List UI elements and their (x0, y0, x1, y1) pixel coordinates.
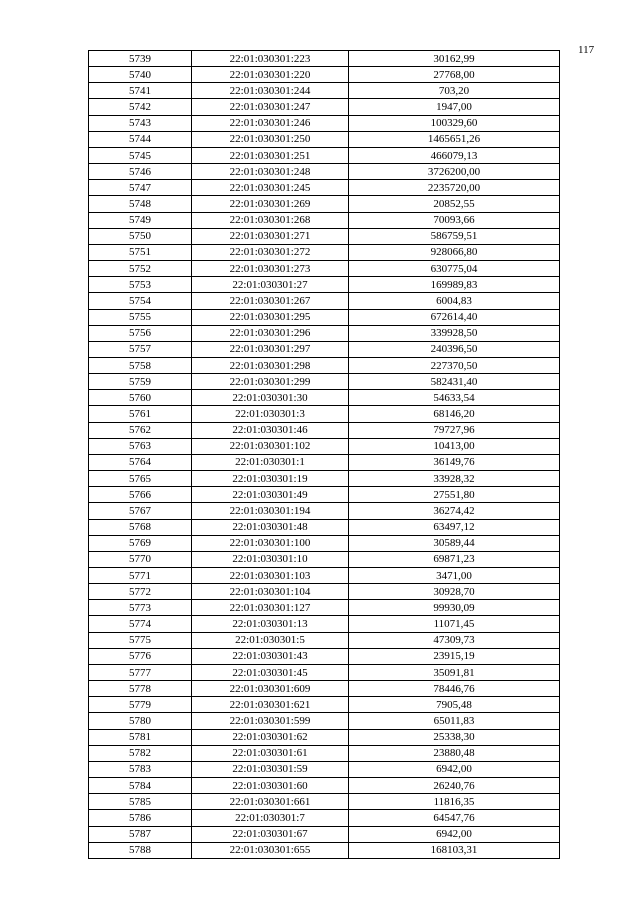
table-row (89, 778, 560, 794)
table-row (89, 51, 560, 67)
cadastral-number-cell: 22:01:030301:61 (192, 745, 349, 761)
cadastral-number-cell: 22:01:030301:271 (192, 228, 349, 244)
cadastral-number-cell: 22:01:030301:30 (192, 390, 349, 406)
row-number-cell: 5756 (89, 325, 192, 341)
row-number-cell: 5769 (89, 535, 192, 551)
table-row (89, 357, 560, 373)
row-number-cell: 5749 (89, 212, 192, 228)
value-cell: 79727,96 (349, 422, 560, 438)
cadastral-number-cell: 22:01:030301:599 (192, 713, 349, 729)
cadastral-number-cell: 22:01:030301:297 (192, 341, 349, 357)
table-row (89, 390, 560, 406)
row-number-cell: 5762 (89, 422, 192, 438)
table-row (89, 374, 560, 390)
value-cell: 339928,50 (349, 325, 560, 341)
row-number-cell: 5775 (89, 632, 192, 648)
cadastral-number-cell: 22:01:030301:7 (192, 810, 349, 826)
row-number-cell: 5788 (89, 842, 192, 858)
cadastral-number-cell: 22:01:030301:1 (192, 454, 349, 470)
value-cell: 586759,51 (349, 228, 560, 244)
cadastral-number-cell: 22:01:030301:246 (192, 115, 349, 131)
row-number-cell: 5744 (89, 131, 192, 147)
table-body (89, 51, 560, 859)
row-number-cell: 5764 (89, 454, 192, 470)
cadastral-number-cell: 22:01:030301:273 (192, 261, 349, 277)
table-row (89, 568, 560, 584)
row-number-cell: 5776 (89, 648, 192, 664)
value-cell: 47309,73 (349, 632, 560, 648)
row-number-cell: 5750 (89, 228, 192, 244)
row-number-cell: 5752 (89, 261, 192, 277)
value-cell: 11816,35 (349, 794, 560, 810)
page-number: 117 (578, 44, 595, 56)
cadastral-number-cell: 22:01:030301:251 (192, 147, 349, 163)
value-cell: 2235720,00 (349, 180, 560, 196)
table-row (89, 115, 560, 131)
row-number-cell: 5780 (89, 713, 192, 729)
cadastral-number-cell: 22:01:030301:103 (192, 568, 349, 584)
cadastral-number-cell: 22:01:030301:247 (192, 99, 349, 115)
value-cell: 23880,48 (349, 745, 560, 761)
table-row (89, 67, 560, 83)
value-cell: 63497,12 (349, 519, 560, 535)
value-cell: 25338,30 (349, 729, 560, 745)
cadastral-number-cell: 22:01:030301:104 (192, 584, 349, 600)
value-cell: 3726200,00 (349, 164, 560, 180)
table-row (89, 713, 560, 729)
value-cell: 36274,42 (349, 503, 560, 519)
table-row (89, 842, 560, 858)
row-number-cell: 5786 (89, 810, 192, 826)
value-cell: 100329,60 (349, 115, 560, 131)
value-cell: 240396,50 (349, 341, 560, 357)
cadastral-number-cell: 22:01:030301:19 (192, 471, 349, 487)
table-row (89, 697, 560, 713)
row-number-cell: 5787 (89, 826, 192, 842)
row-number-cell: 5774 (89, 616, 192, 632)
value-cell: 33928,32 (349, 471, 560, 487)
table-row (89, 471, 560, 487)
cadastral-number-cell: 22:01:030301:27 (192, 277, 349, 293)
cadastral-number-cell: 22:01:030301:621 (192, 697, 349, 713)
value-cell: 6004,83 (349, 293, 560, 309)
row-number-cell: 5745 (89, 147, 192, 163)
value-cell: 672614,40 (349, 309, 560, 325)
cadastral-number-cell: 22:01:030301:296 (192, 325, 349, 341)
value-cell: 6942,00 (349, 761, 560, 777)
table-row (89, 406, 560, 422)
cadastral-number-cell: 22:01:030301:223 (192, 51, 349, 67)
row-number-cell: 5741 (89, 83, 192, 99)
row-number-cell: 5770 (89, 551, 192, 567)
cadastral-number-cell: 22:01:030301:272 (192, 244, 349, 260)
cadastral-number-cell: 22:01:030301:298 (192, 357, 349, 373)
cadastral-number-cell: 22:01:030301:45 (192, 664, 349, 680)
value-cell: 54633,54 (349, 390, 560, 406)
cadastral-number-cell: 22:01:030301:250 (192, 131, 349, 147)
cadastral-number-cell: 22:01:030301:661 (192, 794, 349, 810)
cadastral-number-cell: 22:01:030301:127 (192, 600, 349, 616)
table-row (89, 147, 560, 163)
table-row (89, 648, 560, 664)
cadastral-number-cell: 22:01:030301:59 (192, 761, 349, 777)
table-row (89, 761, 560, 777)
row-number-cell: 5761 (89, 406, 192, 422)
value-cell: 11071,45 (349, 616, 560, 632)
row-number-cell: 5747 (89, 180, 192, 196)
value-cell: 10413,00 (349, 438, 560, 454)
row-number-cell: 5784 (89, 778, 192, 794)
table-row (89, 826, 560, 842)
table-row (89, 277, 560, 293)
cadastral-number-cell: 22:01:030301:10 (192, 551, 349, 567)
table-row (89, 422, 560, 438)
table-row (89, 293, 560, 309)
row-number-cell: 5740 (89, 67, 192, 83)
table-row (89, 794, 560, 810)
value-cell: 6942,00 (349, 826, 560, 842)
cadastral-number-cell: 22:01:030301:655 (192, 842, 349, 858)
table-row (89, 309, 560, 325)
cadastral-number-cell: 22:01:030301:299 (192, 374, 349, 390)
cadastral-number-cell: 22:01:030301:295 (192, 309, 349, 325)
value-cell: 7905,48 (349, 697, 560, 713)
value-cell: 27551,80 (349, 487, 560, 503)
value-cell: 30162,99 (349, 51, 560, 67)
value-cell: 30589,44 (349, 535, 560, 551)
row-number-cell: 5754 (89, 293, 192, 309)
row-number-cell: 5757 (89, 341, 192, 357)
table-row (89, 487, 560, 503)
table-row (89, 503, 560, 519)
table-row (89, 664, 560, 680)
table-row (89, 83, 560, 99)
value-cell: 78446,76 (349, 681, 560, 697)
table-row (89, 341, 560, 357)
table-row (89, 228, 560, 244)
table-row (89, 180, 560, 196)
row-number-cell: 5739 (89, 51, 192, 67)
cadastral-number-cell: 22:01:030301:102 (192, 438, 349, 454)
cadastral-number-cell: 22:01:030301:67 (192, 826, 349, 842)
row-number-cell: 5778 (89, 681, 192, 697)
cadastral-number-cell: 22:01:030301:267 (192, 293, 349, 309)
row-number-cell: 5760 (89, 390, 192, 406)
row-number-cell: 5765 (89, 471, 192, 487)
table-row (89, 519, 560, 535)
row-number-cell: 5755 (89, 309, 192, 325)
value-cell: 30928,70 (349, 584, 560, 600)
value-cell: 703,20 (349, 83, 560, 99)
value-cell: 26240,76 (349, 778, 560, 794)
value-cell: 36149,76 (349, 454, 560, 470)
row-number-cell: 5743 (89, 115, 192, 131)
value-cell: 928066,80 (349, 244, 560, 260)
table-row (89, 454, 560, 470)
value-cell: 68146,20 (349, 406, 560, 422)
row-number-cell: 5767 (89, 503, 192, 519)
value-cell: 64547,76 (349, 810, 560, 826)
table-row (89, 261, 560, 277)
value-cell: 23915,19 (349, 648, 560, 664)
row-number-cell: 5742 (89, 99, 192, 115)
value-cell: 35091,81 (349, 664, 560, 680)
value-cell: 65011,83 (349, 713, 560, 729)
table-row (89, 616, 560, 632)
value-cell: 168103,31 (349, 842, 560, 858)
table-row (89, 164, 560, 180)
cadastral-value-table (88, 50, 560, 859)
row-number-cell: 5759 (89, 374, 192, 390)
row-number-cell: 5748 (89, 196, 192, 212)
cadastral-number-cell: 22:01:030301:609 (192, 681, 349, 697)
value-cell: 27768,00 (349, 67, 560, 83)
row-number-cell: 5746 (89, 164, 192, 180)
table-row (89, 99, 560, 115)
table-row (89, 131, 560, 147)
cadastral-number-cell: 22:01:030301:220 (192, 67, 349, 83)
row-number-cell: 5771 (89, 568, 192, 584)
value-cell: 99930,09 (349, 600, 560, 616)
row-number-cell: 5758 (89, 357, 192, 373)
row-number-cell: 5779 (89, 697, 192, 713)
value-cell: 69871,23 (349, 551, 560, 567)
table-row (89, 729, 560, 745)
cadastral-number-cell: 22:01:030301:62 (192, 729, 349, 745)
table-row (89, 681, 560, 697)
value-cell: 582431,40 (349, 374, 560, 390)
cadastral-number-cell: 22:01:030301:268 (192, 212, 349, 228)
value-cell: 1947,00 (349, 99, 560, 115)
table-row (89, 745, 560, 761)
table-row (89, 325, 560, 341)
value-cell: 3471,00 (349, 568, 560, 584)
row-number-cell: 5777 (89, 664, 192, 680)
row-number-cell: 5768 (89, 519, 192, 535)
value-cell: 70093,66 (349, 212, 560, 228)
cadastral-number-cell: 22:01:030301:60 (192, 778, 349, 794)
row-number-cell: 5751 (89, 244, 192, 260)
row-number-cell: 5763 (89, 438, 192, 454)
cadastral-number-cell: 22:01:030301:194 (192, 503, 349, 519)
table-row (89, 438, 560, 454)
row-number-cell: 5772 (89, 584, 192, 600)
row-number-cell: 5783 (89, 761, 192, 777)
value-cell: 1465651,26 (349, 131, 560, 147)
table-row (89, 196, 560, 212)
table-row (89, 600, 560, 616)
cadastral-number-cell: 22:01:030301:43 (192, 648, 349, 664)
cadastral-number-cell: 22:01:030301:49 (192, 487, 349, 503)
cadastral-number-cell: 22:01:030301:48 (192, 519, 349, 535)
value-cell: 466079,13 (349, 147, 560, 163)
cadastral-number-cell: 22:01:030301:3 (192, 406, 349, 422)
cadastral-number-cell: 22:01:030301:100 (192, 535, 349, 551)
value-cell: 169989,83 (349, 277, 560, 293)
cadastral-number-cell: 22:01:030301:46 (192, 422, 349, 438)
cadastral-number-cell: 22:01:030301:244 (192, 83, 349, 99)
value-cell: 20852,55 (349, 196, 560, 212)
cadastral-number-cell: 22:01:030301:269 (192, 196, 349, 212)
table-row (89, 244, 560, 260)
cadastral-number-cell: 22:01:030301:13 (192, 616, 349, 632)
cadastral-number-cell: 22:01:030301:5 (192, 632, 349, 648)
row-number-cell: 5785 (89, 794, 192, 810)
value-cell: 630775,04 (349, 261, 560, 277)
table-row (89, 535, 560, 551)
table-row (89, 584, 560, 600)
table-row (89, 632, 560, 648)
cadastral-number-cell: 22:01:030301:245 (192, 180, 349, 196)
row-number-cell: 5782 (89, 745, 192, 761)
cadastral-number-cell: 22:01:030301:248 (192, 164, 349, 180)
row-number-cell: 5766 (89, 487, 192, 503)
row-number-cell: 5773 (89, 600, 192, 616)
table-row (89, 212, 560, 228)
value-cell: 227370,50 (349, 357, 560, 373)
table-row (89, 551, 560, 567)
row-number-cell: 5753 (89, 277, 192, 293)
table-row (89, 810, 560, 826)
row-number-cell: 5781 (89, 729, 192, 745)
